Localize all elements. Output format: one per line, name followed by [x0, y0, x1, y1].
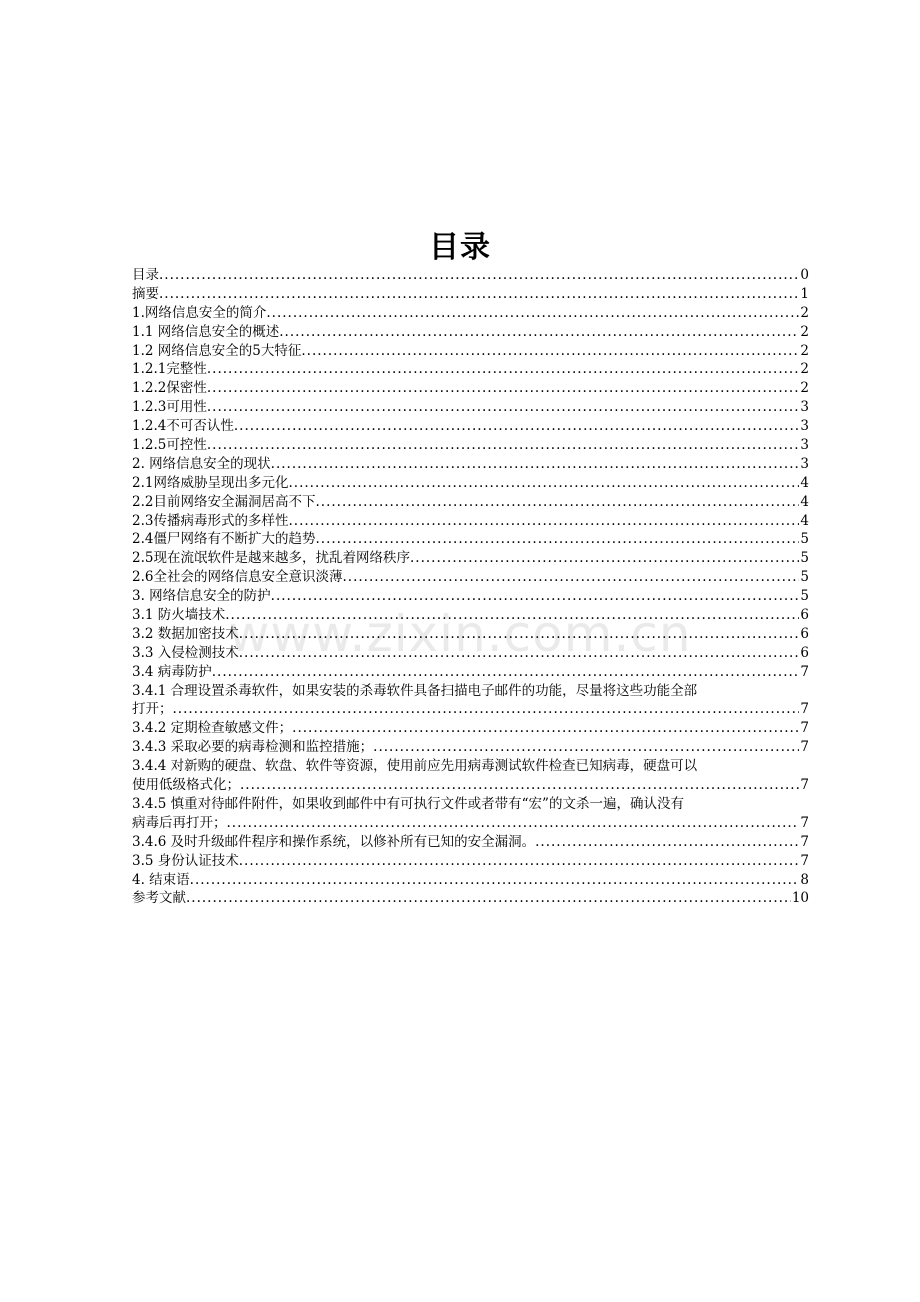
toc-leader-dots [207, 360, 800, 379]
toc-page-number: 7 [800, 777, 809, 794]
toc-page-number: 4 [800, 474, 809, 491]
table-of-contents [132, 266, 809, 908]
toc-leader-dots [535, 833, 799, 852]
toc-entry[interactable] [132, 379, 809, 398]
toc-entry[interactable] [132, 700, 809, 719]
toc-entry[interactable] [132, 663, 809, 682]
toc-entry-wrap-line[interactable]: 3.4.1 合理设置杀毒软件，如果安装的杀毒软件具备扫描电子邮件的功能，尽量将这些功能全部 [132, 682, 698, 699]
toc-page-number: 7 [800, 739, 809, 756]
toc-entry-wrap-line[interactable]: 3.4.4 对新购的硬盘、软盘、软件等资源，使用前应先用病毒测试软件检查已知病毒，硬盘可以 [132, 758, 698, 775]
toc-entry-title: 1.2.1完整性 [132, 361, 207, 378]
toc-leader-dots [159, 285, 799, 304]
toc-entry-title: 2.1网络威胁呈现出多元化 [132, 474, 289, 491]
toc-entry[interactable] [132, 530, 809, 549]
toc-leader-dots [159, 266, 799, 285]
toc-entry[interactable] [132, 360, 809, 379]
toc-page-number: 7 [800, 833, 809, 850]
toc-page-number: 6 [800, 625, 809, 642]
toc-page-number: 7 [800, 852, 809, 869]
toc-page-number: 4 [800, 512, 809, 529]
page-title: 目录 [429, 230, 491, 265]
toc-page-number: 3 [800, 455, 809, 472]
toc-entry-title: 参考文献 [132, 890, 186, 907]
toc-entry[interactable] [132, 549, 809, 568]
toc-page-number: 2 [800, 323, 809, 340]
toc-entry[interactable] [132, 493, 809, 512]
toc-entry-title: 3.4 病毒防护 [132, 663, 212, 680]
toc-leader-dots [207, 379, 800, 398]
toc-entry[interactable] [132, 512, 809, 531]
toc-entry[interactable] [132, 285, 809, 304]
toc-page-number: 5 [800, 588, 809, 605]
toc-entry-title: 打开； [132, 701, 173, 718]
toc-entry-wrap-line[interactable]: 3.4.5 慎重对待邮件附件，如果收到邮件中有可执行文件或者带有“宏”的文杀一遍，确认没有 [132, 795, 684, 812]
toc-leader-dots [301, 342, 799, 361]
toc-entry-title: 3.3 入侵检测技术 [132, 644, 239, 661]
toc-page-number: 7 [800, 814, 809, 831]
toc-entry[interactable] [132, 417, 809, 436]
toc-entry-title: 1.2 网络信息安全的5大特征 [132, 342, 302, 359]
toc-leader-dots [239, 644, 800, 663]
toc-entry[interactable] [132, 304, 809, 323]
toc-entry[interactable] [132, 587, 809, 606]
toc-entry-title: 1.网络信息安全的简介 [132, 304, 267, 321]
toc-entry[interactable] [132, 455, 809, 474]
toc-entry-title: 3.4.2 定期检查敏感文件； [132, 720, 293, 737]
toc-page-number: 6 [800, 607, 809, 624]
toc-leader-dots [315, 530, 799, 549]
toc-page-number: 3 [800, 399, 809, 416]
toc-entry[interactable] [132, 814, 809, 833]
toc-leader-dots [207, 436, 800, 455]
toc-entry[interactable] [132, 833, 809, 852]
toc-entry[interactable] [132, 398, 809, 417]
watermark: www.zixin.com.cn [228, 605, 692, 663]
toc-leader-dots [239, 852, 800, 871]
toc-entry-title: 目录 [132, 267, 159, 283]
toc-leader-dots [173, 700, 800, 719]
toc-page-number: 7 [800, 720, 809, 737]
toc-entry-title: 使用低级格式化； [132, 777, 240, 794]
toc-entry[interactable] [132, 323, 809, 342]
toc-entry[interactable] [132, 436, 809, 455]
toc-entry[interactable] [132, 606, 809, 625]
toc-entry[interactable] [132, 719, 809, 738]
toc-entry-title: 1.1 网络信息安全的概述 [132, 323, 280, 340]
toc-leader-dots [207, 398, 800, 417]
toc-entry-title: 摘要 [132, 285, 159, 302]
toc-page-number: 10 [791, 890, 809, 907]
toc-page-number: 3 [800, 418, 809, 435]
toc-entry[interactable] [132, 738, 809, 757]
toc-entry-title: 2. 网络信息安全的现状 [132, 455, 271, 472]
toc-leader-dots [227, 814, 800, 833]
toc-entry-title: 2.3传播病毒形式的多样性 [132, 512, 289, 529]
toc-entry-title: 1.2.4不可否认性 [132, 418, 234, 435]
toc-page-number: 8 [800, 871, 809, 888]
toc-leader-dots [234, 417, 800, 436]
toc-page-number: 1 [800, 285, 809, 302]
toc-entry-title: 2.5现在流氓软件是越来越多，扰乱着网络秩序 [132, 550, 410, 567]
toc-entry-title: 4. 结束语 [132, 871, 190, 888]
toc-leader-dots [240, 776, 799, 795]
toc-entry-title: 3.5 身份认证技术 [132, 852, 239, 869]
toc-leader-dots [239, 625, 800, 644]
toc-page-number: 6 [800, 644, 809, 661]
toc-entry-title: 1.2.3可用性 [132, 399, 207, 416]
toc-entry-title: 1.2.2保密性 [132, 380, 207, 397]
toc-entry-title: 病毒后再打开； [132, 814, 227, 831]
toc-leader-dots [266, 304, 799, 323]
toc-entry-title: 3.1 防火墙技术 [132, 607, 226, 624]
toc-leader-dots [342, 568, 799, 587]
toc-leader-dots [288, 512, 799, 531]
toc-entry[interactable] [132, 474, 809, 493]
toc-entry[interactable] [132, 266, 809, 285]
toc-page-number: 5 [800, 569, 809, 586]
toc-entry-title: 2.2目前网络安全漏洞居高不下 [132, 493, 316, 510]
toc-page-number: 2 [800, 380, 809, 397]
toc-entry[interactable] [132, 568, 809, 587]
toc-leader-dots [292, 719, 799, 738]
toc-page-number: 5 [800, 531, 809, 548]
toc-page-number: 3 [800, 437, 809, 454]
toc-leader-dots [186, 889, 791, 908]
toc-entry[interactable] [132, 625, 809, 644]
toc-page-number: 5 [800, 550, 809, 567]
toc-leader-dots [410, 549, 799, 568]
toc-leader-dots [279, 323, 799, 342]
toc-page-number: 2 [800, 361, 809, 378]
toc-leader-dots [373, 738, 799, 757]
toc-entry[interactable] [132, 342, 809, 361]
toc-entry[interactable] [132, 644, 809, 663]
toc-entry[interactable] [132, 776, 809, 795]
toc-page-number: 7 [800, 701, 809, 718]
toc-page-number: 2 [800, 342, 809, 359]
toc-entry-title: 3.4.3 采取必要的病毒检测和监控措施； [132, 739, 374, 756]
toc-leader-dots [225, 606, 799, 625]
toc-leader-dots [212, 663, 800, 682]
toc-entry-title: 1.2.5可控性 [132, 437, 207, 454]
toc-leader-dots [315, 493, 799, 512]
toc-entry-title: 2.6全社会的网络信息安全意识淡薄 [132, 569, 343, 586]
toc-entry-title: 2.4僵尸网络有不断扩大的趋势 [132, 531, 316, 548]
toc-leader-dots [271, 455, 800, 474]
toc-entry-title: 3.4.6 及时升级邮件程序和操作系统，以修补所有已知的安全漏洞。 [132, 833, 536, 850]
toc-page-number: 7 [800, 663, 809, 680]
toc-page-number: 2 [800, 304, 809, 321]
toc-page-number: 4 [800, 493, 809, 510]
toc-entry[interactable] [132, 852, 809, 871]
toc-leader-dots [271, 587, 800, 606]
toc-entry-title: 3. 网络信息安全的防护 [132, 588, 271, 605]
toc-leader-dots [288, 474, 799, 493]
toc-entry-title: 3.2 数据加密技术 [132, 625, 239, 642]
toc-page-number: 0 [800, 267, 809, 283]
toc-leader-dots [190, 871, 800, 890]
toc-entry[interactable] [132, 871, 809, 890]
toc-entry[interactable] [132, 889, 809, 908]
